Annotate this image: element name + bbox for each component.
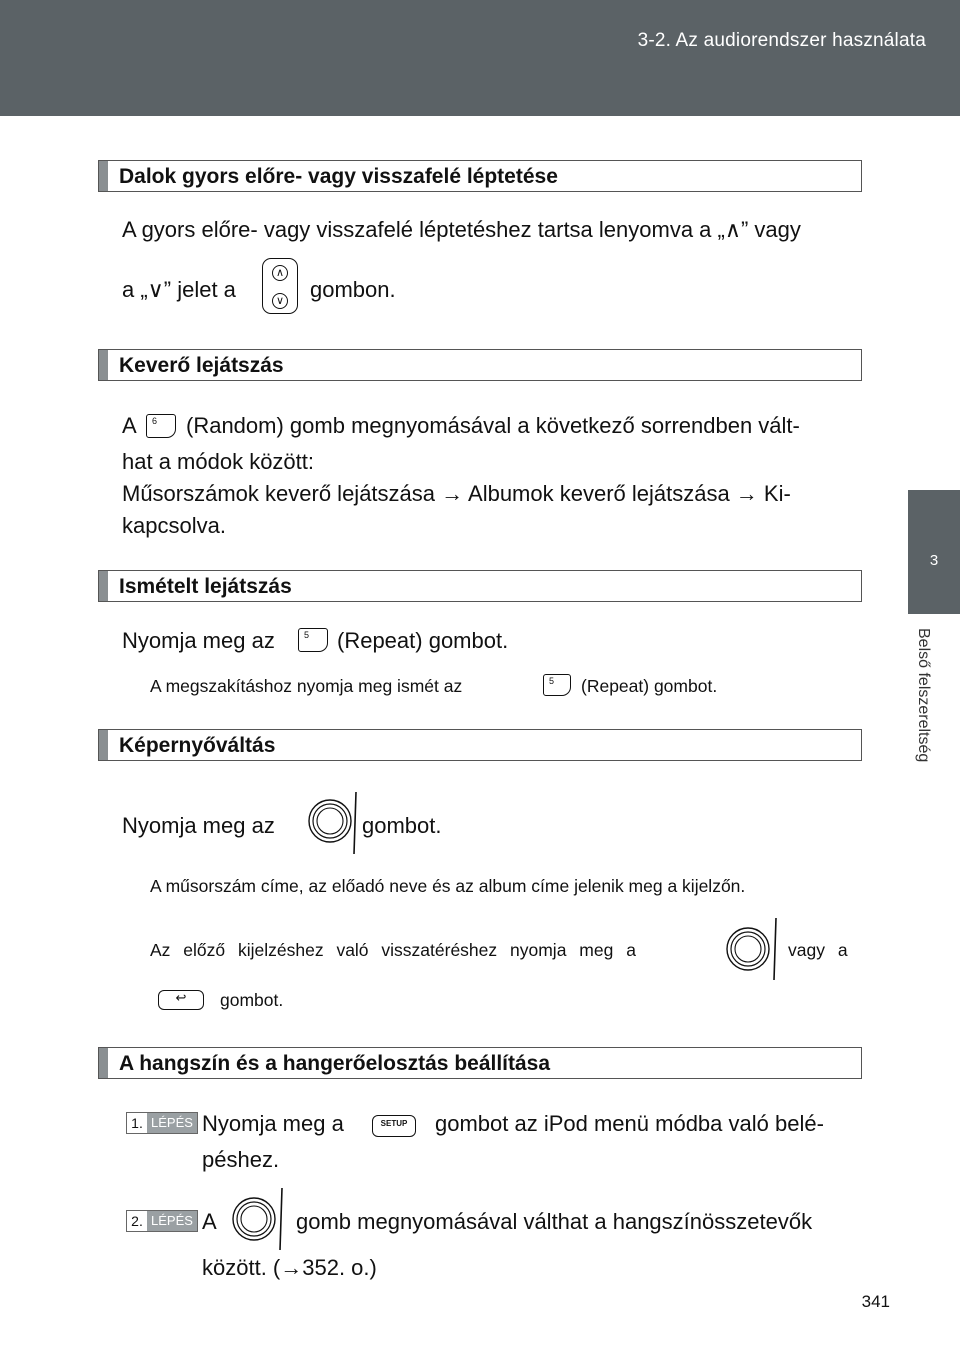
random-button-number: 6: [152, 416, 158, 426]
body-text: kapcsolva.: [122, 513, 226, 538]
section-heading-text: A hangszín és a hangerőelosztás beállítása: [119, 1052, 551, 1075]
random-button-icon: [146, 414, 176, 438]
body-text: Nyomja meg az: [122, 628, 275, 653]
step-number: 2.: [131, 1213, 143, 1229]
section-heading-text: Dalok gyors előre- vagy visszafelé léptetése: [119, 165, 558, 188]
seek-updown-button-icon: [262, 258, 298, 314]
section-heading-display: [98, 729, 862, 761]
step-badge-1: [126, 1112, 198, 1134]
step-label: LÉPÉS: [147, 1211, 197, 1231]
step-label: LÉPÉS: [147, 1113, 197, 1133]
body-text: (Repeat) gombot.: [337, 628, 509, 653]
section-heading-repeat: [98, 570, 862, 602]
repeat-button-icon: [298, 628, 328, 652]
body-text: gombon.: [310, 277, 396, 302]
chapter-tab: [908, 490, 960, 614]
repeat-button-number: 5: [549, 676, 555, 686]
note-text: vagy a: [788, 940, 848, 960]
note-text: gombot.: [220, 990, 284, 1010]
body-text: között. (→352. o.): [202, 1255, 377, 1280]
body-text: péshez.: [202, 1147, 280, 1172]
repeat-button-icon: [543, 674, 571, 696]
section-heading-text: Képernyőváltás: [119, 734, 276, 757]
body-text: Nyomja meg a: [202, 1111, 344, 1136]
setup-button-icon: [372, 1115, 416, 1137]
body-text: gombot.: [362, 813, 442, 838]
section-heading-sound: [98, 1047, 862, 1079]
tune-knob-icon: [224, 1186, 288, 1252]
section-heading-text: Keverő lejátszás: [119, 354, 284, 377]
repeat-button-number: 5: [304, 630, 310, 640]
note-text: A megszakításhoz nyomja meg ismét az: [150, 676, 463, 696]
header-bar: [0, 0, 960, 116]
tune-knob-icon: [300, 790, 364, 856]
back-button-icon: [158, 990, 204, 1010]
step-number: 1.: [131, 1115, 143, 1131]
body-text: A: [122, 413, 137, 438]
section-heading-random: [98, 349, 862, 381]
back-arrow-icon: ↩: [175, 990, 187, 1005]
section-heading-text: Ismételt lejátszás: [119, 575, 292, 598]
chapter-side-label: [902, 628, 960, 828]
note-text: (Repeat) gombot.: [581, 676, 718, 696]
body-text: Nyomja meg az: [122, 813, 275, 838]
body-text: (Random) gomb megnyomásával a következő sorrendben vált-: [186, 413, 800, 438]
body-text: A gyors előre- vagy visszafelé léptetéshez tartsa lenyomva a „∧” vagy: [122, 217, 801, 242]
section-heading-seek: [98, 160, 862, 192]
body-text: a „∨” jelet a: [122, 277, 236, 302]
chapter-title: 3-2. Az audiorendszer használata: [637, 30, 926, 51]
up-arrow-icon: ∧: [272, 265, 288, 281]
body-text: Műsorszámok keverő lejátszása → Albumok keverő lejátszása → Ki-: [122, 481, 791, 506]
body-text: A: [202, 1209, 217, 1234]
step-badge-2: [126, 1210, 198, 1232]
body-text: gombot az iPod menü módba való belé-: [435, 1111, 824, 1136]
chapter-side-label-text: Belső felszereltség: [915, 628, 932, 763]
body-text: hat a módok között:: [122, 449, 314, 474]
tune-knob-icon: [718, 916, 782, 982]
setup-button-label: SETUP: [380, 1119, 408, 1128]
page-number: 341: [861, 1292, 890, 1311]
note-text: Az előző kijelzéshez való visszatéréshez nyomja meg a: [150, 940, 636, 960]
body-text: gomb megnyomásával válthat a hangszínösszetevők: [296, 1209, 813, 1234]
note-text: A műsorszám címe, az előadó neve és az album címe jelenik meg a kijelzőn.: [150, 876, 746, 896]
down-arrow-icon: ∨: [272, 293, 288, 309]
chapter-number: 3: [929, 552, 939, 569]
